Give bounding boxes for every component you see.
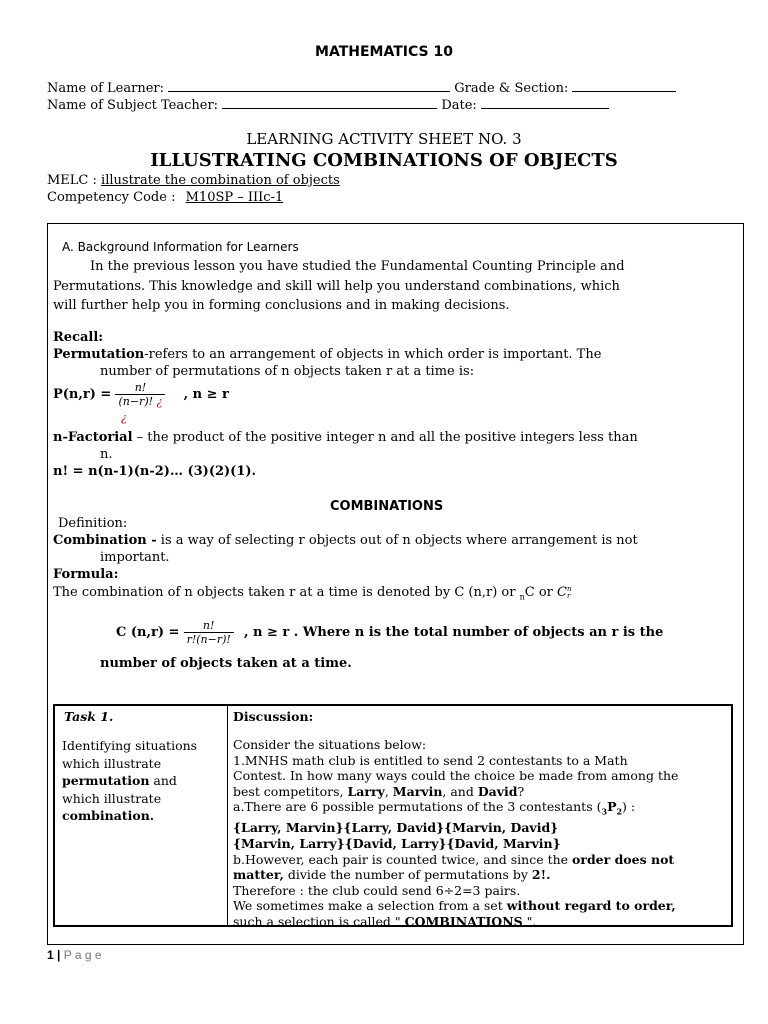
perm-numerator: n!	[115, 381, 165, 395]
melc-row	[47, 173, 340, 188]
name-david: David	[477, 783, 518, 799]
discussion-line-6: {Larry, Marvin}{Larry, David}{Marvin, David}	[233, 820, 559, 836]
name-larry: Larry	[347, 783, 385, 799]
grade-label: Grade & Section:	[454, 81, 569, 96]
competency-code: M10SP – IIIc-1	[185, 190, 284, 205]
permutation-term: Permutation	[53, 347, 145, 362]
melc-label: MELC :	[47, 173, 97, 188]
date-blank[interactable]	[481, 96, 609, 109]
question-mark: ?	[517, 783, 525, 799]
factorial-definition	[53, 430, 638, 445]
and-text: , and	[442, 783, 478, 799]
background-p1: In the previous lesson you have studied the Fundamental Counting Principle and	[90, 259, 625, 274]
task-left-line-1: Identifying situations	[62, 738, 198, 753]
discussion-line-4: best competitors, Larry, Marvin, and David?	[233, 783, 525, 799]
name-blank[interactable]	[168, 79, 450, 92]
discussion-line-5	[233, 799, 678, 820]
page-label: P a g e	[63, 948, 102, 962]
notation-sup: n	[566, 584, 572, 593]
teacher-label: Name of Subject Teacher:	[47, 98, 219, 113]
sheet-number: LEARNING ACTIVITY SHEET NO. 3	[246, 130, 522, 148]
factorial-term: n-Factorial	[53, 430, 133, 445]
discussion-line-8	[233, 852, 678, 868]
combinations-word: COMBINATIONS	[404, 914, 523, 930]
permutation-def-text: -refers to an arrangement of objects in which order is important. The	[144, 347, 602, 362]
permutation-def-2: number of permutations of n objects taken r at a time is:	[100, 364, 475, 379]
competitors-text: best competitors,	[233, 783, 348, 799]
however-text: b.However, each pair is counted twice, and since the	[233, 851, 573, 867]
discussion-line-12	[233, 914, 678, 930]
and-word: and	[149, 773, 177, 788]
formula-label: Formula:	[53, 567, 119, 582]
order-text: order does not	[572, 851, 675, 867]
factorial-def-text: – the product of the positive integer n and all the positive integers less than	[132, 430, 638, 445]
notation-c: C or	[524, 585, 553, 600]
task-left-line-5: combination.	[62, 808, 155, 823]
perm-lhs: P(n,r) =	[53, 387, 112, 402]
melc-value: illustrate the combination of objects	[101, 173, 340, 188]
name-label: Name of Learner:	[47, 81, 164, 96]
discussion-line-2: 1.MNHS math club is entitled to send 2 contestants to a Math	[233, 752, 628, 768]
background-p2: Permutations. This knowledge and skill will help you understand combinations, which	[53, 279, 620, 294]
background-heading: A. Background Information for Learners	[62, 240, 299, 254]
formula-fraction	[184, 619, 234, 646]
permutation-word: permutation	[62, 773, 150, 788]
name-marvin: Marvin	[392, 783, 443, 799]
task-left-column	[62, 737, 197, 825]
task-title: Task 1.	[64, 709, 114, 724]
combination-def-text: is a way of selecting r objects out of n objects where arrangement is not	[156, 533, 638, 548]
sheet-title: ILLUSTRATING COMBINATIONS OF OBJECTS	[150, 150, 618, 171]
background-p3: will further help you in forming conclusions and in making decisions.	[53, 298, 510, 313]
combinations-heading: COMBINATIONS	[330, 499, 444, 514]
grade-blank[interactable]	[572, 79, 676, 92]
competency-row	[47, 190, 283, 205]
matter-text: matter,	[233, 867, 284, 883]
permutation-formula	[53, 381, 229, 408]
task-left-line-2: which illustrate	[62, 755, 162, 771]
task-left-line-4: which illustrate	[62, 790, 162, 806]
page-footer	[47, 948, 102, 962]
discussion-line-9	[233, 867, 678, 883]
teacher-blank[interactable]	[222, 96, 437, 109]
page-separator: |	[57, 948, 61, 962]
factorial-formula: n! = n(n-1)(n-2)… (3)(2)(1).	[53, 464, 257, 479]
perm-denominator: (n−r)! ¿	[118, 395, 163, 408]
permutations-end: ) :	[622, 799, 636, 815]
perm-fraction	[115, 381, 165, 408]
combination-definition	[53, 533, 638, 548]
discussion-line-7: {Marvin, Larry}{David, Larry}{David, Marvin}	[233, 836, 561, 852]
competency-label: Competency Code :	[47, 190, 176, 205]
combination-formula	[116, 619, 663, 646]
task-left-line-3	[62, 772, 197, 790]
p-post: 2	[616, 806, 623, 817]
formula-tail: , n ≥ r . Where n is the total number of objects an r is the	[243, 625, 664, 640]
two-factorial: 2!.	[531, 867, 551, 883]
notation-c-letter: C	[557, 585, 567, 600]
formula-denominator: r!(n−r)!	[186, 633, 231, 646]
divide-text: divide the number of permutations by	[283, 867, 532, 883]
notation-text: The combination of n objects taken r at a time is denoted by C (n,r) or	[53, 585, 516, 600]
task-divider	[227, 706, 228, 925]
learner-name-row	[47, 79, 676, 96]
without-regard-text: without regard to order,	[506, 898, 676, 914]
page-number: 1	[47, 948, 54, 962]
combination-term: Combination -	[53, 533, 157, 548]
discussion-text	[233, 737, 678, 930]
formula-lhs: C (n,r) =	[116, 625, 180, 640]
p-pre: 3	[601, 806, 608, 817]
definition-label: Definition:	[58, 516, 128, 531]
combination-def-2: important.	[100, 550, 170, 565]
p-letter: P	[607, 799, 617, 815]
combination-notation	[53, 585, 572, 602]
called-text: such a selection is called "	[233, 914, 405, 930]
discussion-line-11	[233, 898, 678, 914]
permutation-definition	[53, 347, 601, 362]
factorial-def-2: n.	[100, 447, 113, 462]
formula-numerator: n!	[184, 619, 234, 633]
recall-label: Recall:	[53, 330, 104, 345]
discussion-line-1: Consider the situations below:	[233, 737, 427, 752]
date-label: Date:	[441, 98, 477, 113]
permutations-text: a.There are 6 possible permutations of the 3 contestants (	[233, 799, 602, 815]
discussion-label: Discussion:	[233, 709, 314, 724]
selection-text: We sometimes make a selection from a set	[233, 898, 507, 914]
formula-tail-2: number of objects taken at a time.	[100, 656, 352, 671]
discussion-line-10: Therefore : the club could send 6÷2=3 pairs.	[233, 882, 521, 898]
teacher-row	[47, 96, 609, 113]
discussion-line-3: Contest. In how many ways could the choice be made from among the	[233, 768, 679, 784]
quote-end: ".	[522, 914, 537, 930]
notation-sub-r: r	[566, 591, 571, 600]
perm-mark: ¿	[121, 411, 127, 424]
subject-heading: MATHEMATICS 10	[315, 44, 453, 60]
notation-sub: n	[519, 592, 525, 602]
perm-condition: , n ≥ r	[183, 387, 229, 402]
